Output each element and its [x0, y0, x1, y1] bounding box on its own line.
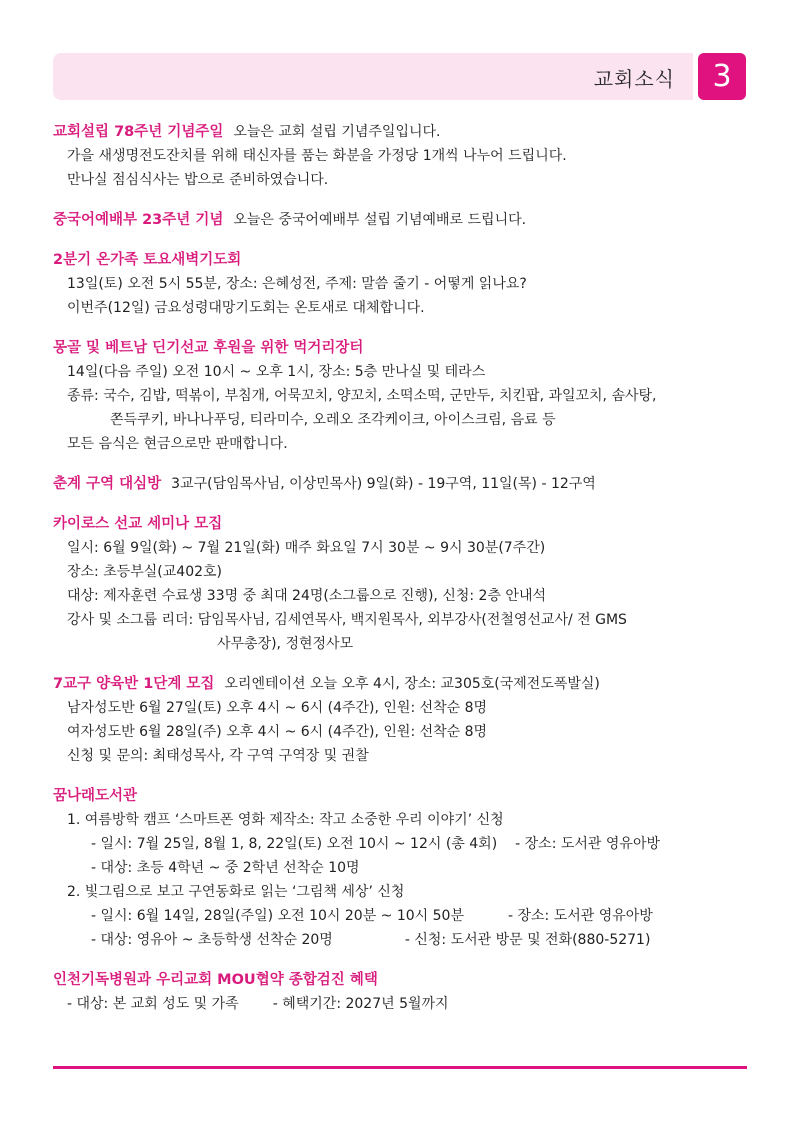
library-apply: - 신청: 도서관 방문 및 전화(880-5271)	[404, 932, 651, 948]
section-header	[53, 512, 753, 536]
section-kairos	[53, 512, 753, 656]
header-bar	[53, 53, 693, 100]
section-line: 장소: 초등부실(교402호)	[67, 564, 223, 580]
section-title: 몽골 및 베트남 딘기선교 후원을 위한 먹거리장터	[53, 340, 364, 356]
section-inline-text: 오늘은 교회 설립 기념주일입니다.	[233, 124, 441, 140]
section-header	[53, 208, 753, 232]
library-detail: - 대상: 초등 4학년 ~ 중 2학년 선착순 10명	[91, 860, 360, 876]
section-title: 중국어예배부 23주년 기념	[53, 212, 224, 228]
section-header	[53, 784, 753, 808]
section-inline-text: 3교구(담임목사님, 이상민목사) 9일(화) - 19구역, 11일(목) - 12구역	[171, 476, 596, 492]
section-title: 춘계 구역 대심방	[53, 476, 162, 492]
section-dawn-prayer	[53, 248, 753, 320]
library-date: - 일시: 6월 14일, 28일(주일) 오전 10시 20분 ~ 10시 50분	[91, 908, 464, 924]
library-item: 2. 빛그림으로 보고 구연동화로 읽는 ‘그림책 세상’ 신청	[67, 884, 405, 900]
section-chinese	[53, 208, 753, 232]
section-line: 종류: 국수, 김밥, 떡볶이, 부침개, 어묵꼬치, 양꼬치, 소떡소떡, 군만두, 치킨팝, 과일꼬치, 솜사탕,	[67, 388, 657, 404]
section-library	[53, 784, 753, 952]
section-parenting	[53, 672, 753, 768]
section-visitation	[53, 472, 753, 496]
news-content	[53, 120, 753, 1032]
hospital-period: - 혜택기간: 2027년 5월까지	[272, 996, 449, 1012]
section-line: 여자성도반 6월 28일(주) 오후 4시 ~ 6시 (4주간), 인원: 선착순 8명	[67, 724, 488, 740]
section-line: 일시: 6월 9일(화) ~ 7월 21일(화) 매주 화요일 7시 30분 ~ 9시 30분(7주간)	[67, 540, 546, 556]
section-header	[53, 472, 753, 496]
library-date: - 일시: 7월 25일, 8월 1, 8, 22일(토) 오전 10시 ~ 12시 (총 4회)	[91, 836, 498, 852]
section-title: 인천기독병원과 우리교회 MOU협약 종합검진 혜택	[53, 972, 378, 988]
section-anniversary	[53, 120, 753, 192]
section-line: 이번주(12일) 금요성령대망기도회는 온토새로 대체합니다.	[67, 300, 425, 316]
section-line: 대상: 제자훈련 수료생 33명 중 최대 24명(소그룹으로 진행), 신청: 2층 안내석	[67, 588, 546, 604]
section-line: 쫀득쿠키, 바나나푸딩, 티라미수, 오레오 조각케이크, 아이스크림, 음료 등	[110, 412, 556, 428]
section-title: 7교구 양육반 1단계 모집	[53, 676, 215, 692]
section-title: 카이로스 선교 세미나 모집	[53, 516, 223, 532]
library-detail	[53, 904, 753, 928]
section-header	[53, 120, 753, 144]
section-line: 신청 및 문의: 최태성목사, 각 구역 구역장 및 권찰	[67, 748, 369, 764]
section-title: 꿈나래도서관	[53, 788, 138, 804]
section-inline-text: 오리엔테이션 오늘 오후 4시, 장소: 교305호(국제전도폭발실)	[224, 676, 600, 692]
section-title: 교회설립 78주년 기념주일	[53, 124, 224, 140]
section-title: 2분기 온가족 토요새벽기도회	[53, 252, 242, 268]
bottom-divider	[53, 1066, 747, 1069]
library-target: - 대상: 영유아 ~ 초등학생 선착순 20명	[91, 932, 333, 948]
section-inline-text: 오늘은 중국어예배부 설립 기념예배로 드립니다.	[233, 212, 527, 228]
section-hospital	[53, 968, 753, 1016]
section-line: 강사 및 소그룹 리더: 담임목사님, 김세연목사, 백지원목사, 외부강사(전철영선교사/ 전 GMS	[67, 612, 627, 628]
page-number-badge: 3	[698, 53, 746, 100]
section-line: 14일(다음 주일) 오전 10시 ~ 오후 1시, 장소: 5층 만나실 및 테라스	[67, 364, 486, 380]
section-line: 만나실 점심식사는 밥으로 준비하였습니다.	[67, 172, 329, 188]
section-line: 남자성도반 6월 27일(토) 오후 4시 ~ 6시 (4주간), 인원: 선착순 8명	[67, 700, 488, 716]
section-header	[53, 672, 753, 696]
page-title: 교회소식	[593, 67, 675, 91]
section-line: 사무총장), 정현정사모	[217, 636, 354, 652]
hospital-target: - 대상: 본 교회 성도 및 가족	[67, 996, 239, 1012]
section-header	[53, 336, 753, 360]
library-item: 1. 여름방학 캠프 ‘스마트폰 영화 제작소: 작고 소중한 우리 이야기’ 신청	[67, 812, 504, 828]
library-place: - 장소: 도서관 영유아방	[507, 908, 653, 924]
section-header	[53, 968, 753, 992]
section-line: 13일(토) 오전 5시 55분, 장소: 은혜성전, 주제: 말씀 줄기 - 어떻게 읽나요?	[67, 276, 527, 292]
library-place: - 장소: 도서관 영유아방	[515, 836, 660, 852]
section-header	[53, 248, 753, 272]
section-line: 가을 새생명전도잔치를 위해 태신자를 품는 화분을 가정당 1개씩 나누어 드립니다.	[67, 148, 567, 164]
hospital-detail	[53, 992, 753, 1016]
section-food-market	[53, 336, 753, 456]
library-detail	[53, 832, 753, 856]
library-detail	[53, 928, 753, 952]
section-line: 모든 음식은 현금으로만 판매합니다.	[67, 436, 288, 452]
